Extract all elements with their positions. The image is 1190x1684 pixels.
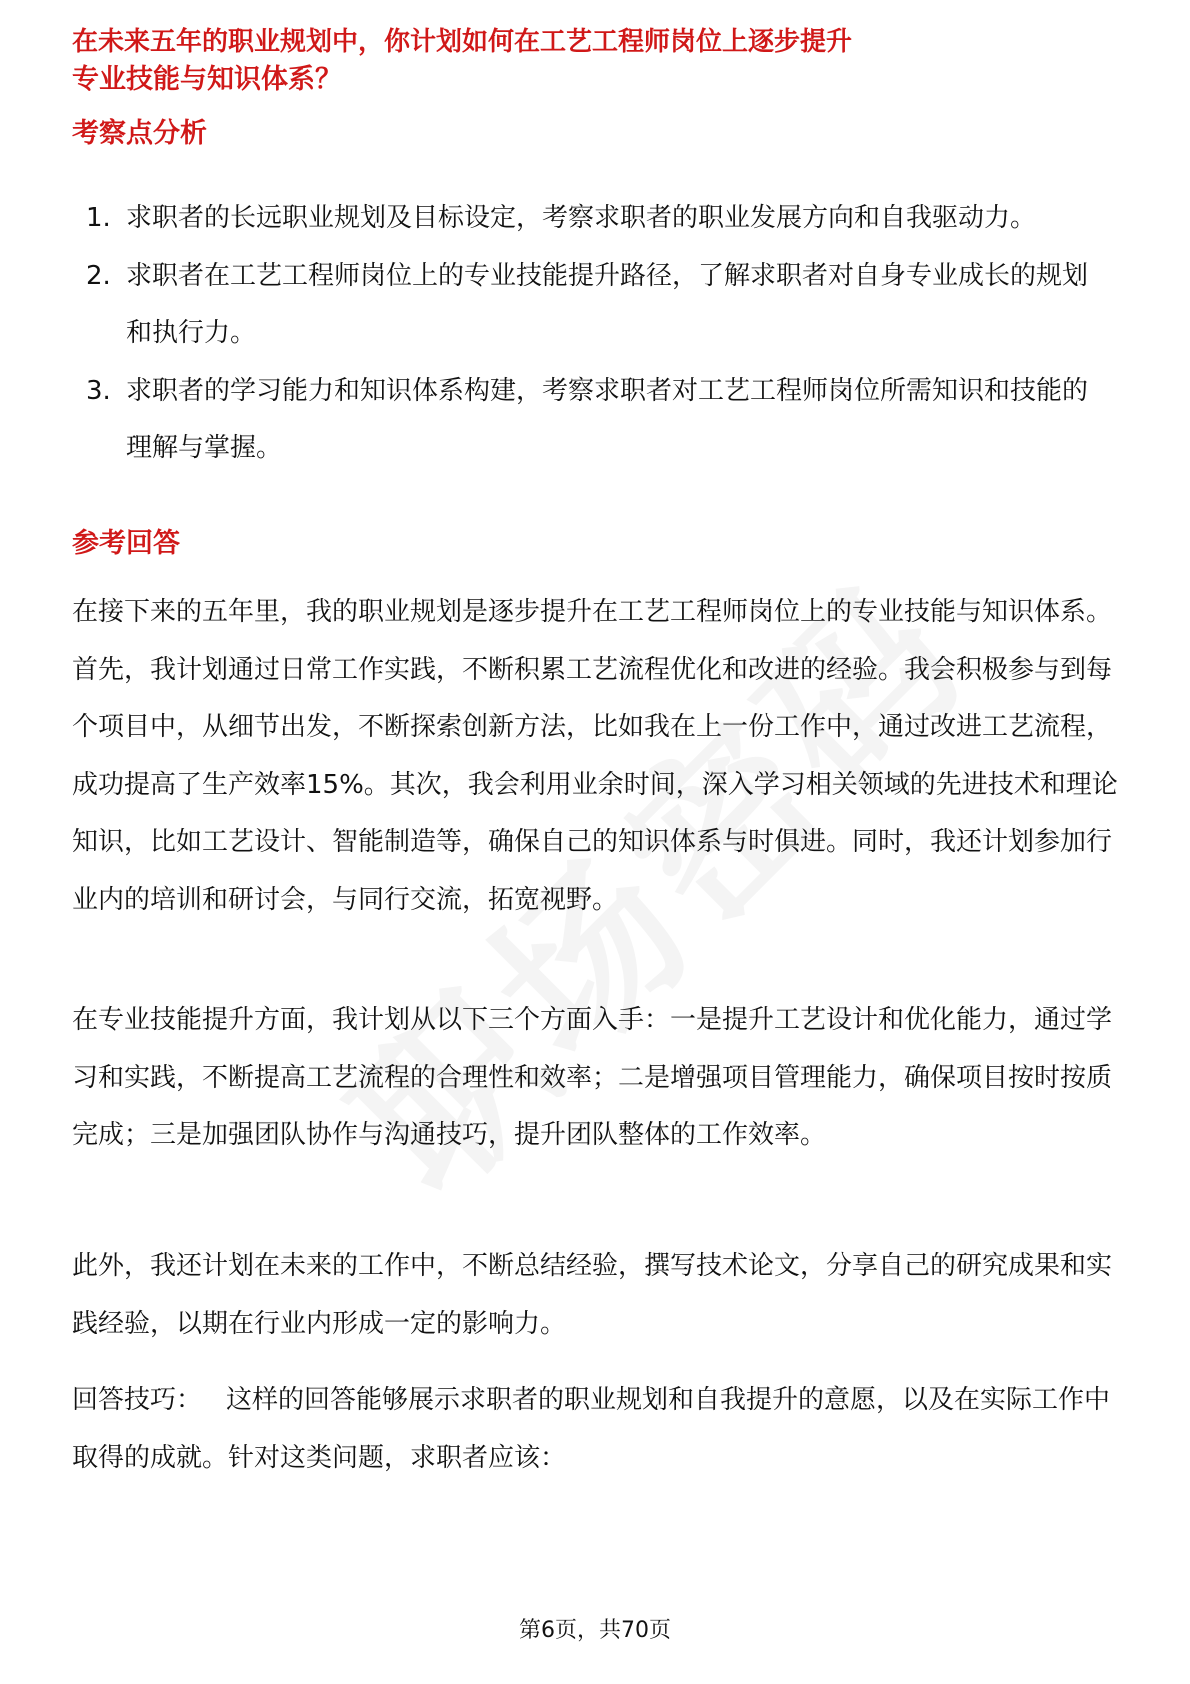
analysis-item-text: 求职者的长远职业规划及目标设定，考察求职者的职业发展方向和自我驱动力。: [126, 203, 1037, 233]
page-number: 第6页，共70页: [519, 1618, 671, 1643]
answer-heading: 参考回答: [72, 528, 180, 559]
analysis-item-number: 3.: [86, 376, 111, 406]
answer-tip: [72, 1372, 1122, 1487]
analysis-item-text: 求职者的学习能力和知识体系构建，考察求职者对工艺工程师岗位所需知识和技能的理解与掌握。: [126, 376, 1089, 463]
tip-label: 回答技巧：: [72, 1385, 203, 1415]
tip-text: 这样的回答能够展示求职者的职业规划和自我提升的意愿，以及在实际工作中取得的成就。针对这类问题，求职者应该：: [72, 1385, 1111, 1473]
cut-off-question-line: [72, 27, 1112, 57]
answer-paragraph: 此外，我还计划在未来的工作中，不断总结经验，撰写技术论文，分享自己的研究成果和实践经验，以期在行业内形成一定的影响力。: [72, 1251, 1113, 1339]
analysis-item: [72, 190, 1112, 247]
analysis-item: [72, 248, 1112, 362]
analysis-list: [72, 190, 1112, 478]
analysis-item-number: 1.: [86, 203, 111, 233]
question-title: 专业技能与知识体系？: [72, 64, 342, 95]
answer-paragraph: 在接下来的五年里，我的职业规划是逐步提升在工艺工程师岗位上的专业技能与知识体系。首先，我计划通过日常工作实践，不断积累工艺流程优化和改进的经验。我会积极参与到每个项目中，从细节出发，不断探索创新方法，比如我在上一份工作中，通过改进工艺流程，成功提高了生产效率15%。其次，我会利用业余时间，深入学习相关领域的先进技术和理论知识，比如工艺设计、智能制造等，确保自己的知识体系与时俱进。同时，我还计划参加行业内的培训和研讨会，与同行交流，拓宽视野。: [72, 597, 1118, 915]
analysis-item-number: 2.: [86, 261, 111, 291]
analysis-item-text: 求职者在工艺工程师岗位上的专业技能提升路径，了解求职者对自身专业成长的规划和执行力。: [126, 261, 1089, 348]
analysis-heading: 考察点分析: [72, 118, 207, 149]
cut-off-question-text: 在未来五年的职业规划中，你计划如何在工艺工程师岗位上逐步提升: [72, 27, 853, 57]
answer-paragraph: 在专业技能提升方面，我计划从以下三个方面入手：一是提升工艺设计和优化能力，通过学习和实践，不断提高工艺流程的合理性和效率；二是增强项目管理能力，确保项目按时按质完成；三是加强团队协作与沟通技巧，提升团队整体的工作效率。: [72, 1005, 1113, 1150]
analysis-item: [72, 363, 1112, 477]
